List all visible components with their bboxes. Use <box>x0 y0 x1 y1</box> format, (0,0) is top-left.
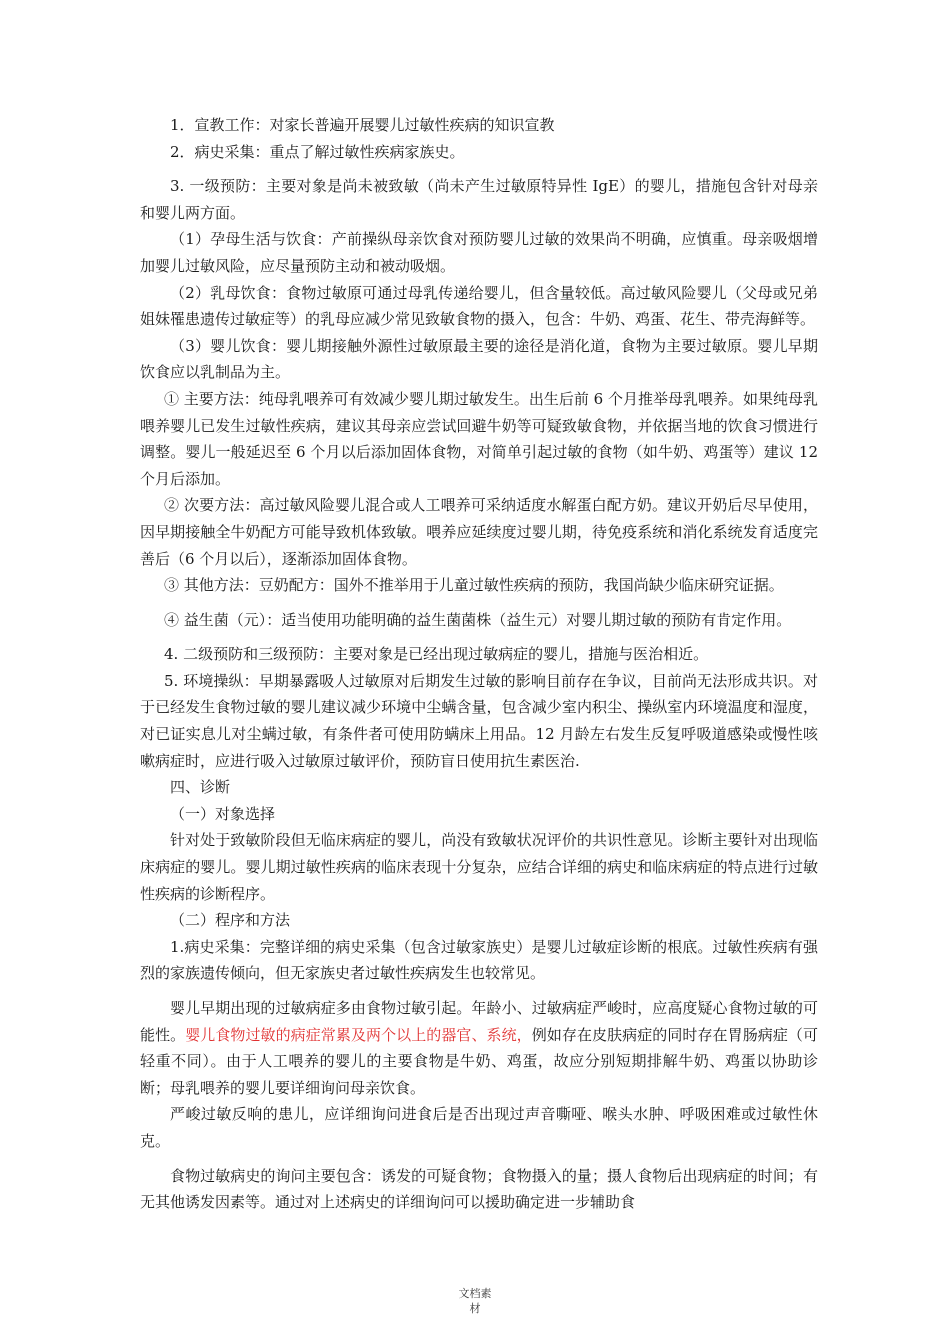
paragraph-main-method: ① 主要方法：纯母乳喂养可有效减少婴儿期过敏发生。出生后前 6 个月推举母乳喂养。如果纯母乳喂养婴儿已发生过敏性疾病，建议其母亲应尝试回避牛奶等可疑致敏食物，并依据当地的饮食习惯进行调整。婴儿一般延迟至 6 个月以后添加固体食物，对简单引起过敏的食物（如牛奶、鸡蛋等）建议 12 个月后添加。 <box>140 389 818 488</box>
paragraph-infant-diet: （3）婴儿饮食：婴儿期接触外源性过敏原最主要的途径是消化道，食物为主要过敏原。婴儿早期饮食应以乳制品为主。 <box>140 336 818 382</box>
paragraph-lactation-diet: （2）乳母饮食：食物过敏原可通过母乳传递给婴儿，但含量较低。高过敏风险婴儿（父母或兄弟姐妹罹患遗传过敏症等）的乳母应减少常见致敏食物的摄入，包含：牛奶、鸡蛋、花生、带壳海鲜等。 <box>140 283 818 329</box>
subheading-target-selection: （一）对象选择 <box>170 804 276 823</box>
paragraph-pregnancy-diet: （1）孕母生活与饮食：产前操纵母亲饮食对预防婴儿过敏的效果尚不明确，应慎重。母亲吸烟增加婴儿过敏风险，应尽量预防主动和被动吸烟。 <box>140 230 818 275</box>
paragraph-early-symptoms <box>140 995 818 1101</box>
paragraph-secondary-prevention: 4. 二级预防和三级预防：主要对象是已经出现过敏病症的婴儿，措施与医治相近。 <box>164 645 709 664</box>
paragraph-history: 2．病史采集：重点了解过敏性疾病家族史。 <box>170 142 465 161</box>
paragraph-probiotics: ④ 益生菌（元）：适当使用功能明确的益生菌菌株（益生元）对婴儿期过敏的预防有肯定作用。 <box>164 610 792 629</box>
paragraph-environment: 5. 环境操纵：早期暴露吸人过敏原对后期发生过敏的影响目前存在争议，目前尚无法形成共识。对于已经发生食物过敏的婴儿建议减少环境中尘螨含量，包含减少室内积尘、操纵室内环境温度和湿度，对已证实息儿对尘螨过敏，有条件者可使用防螨床上用品。12 月龄左右发生反复呼吸道感染或慢性咳嗽病症时，应进行吸入过敏原过敏评价，预防盲日使用抗生素医治. <box>140 671 818 770</box>
paragraph-target-selection: 针对处于致敏阶段但无临床病症的婴儿，尚没有致敏状况评价的共识性意见。诊断主要针对出现临床病症的婴儿。婴儿期过敏性疾病的临床表现十分复杂，应结合详细的病史和临床病症的特点进行过敏性疾病的诊断程序。 <box>140 831 818 903</box>
footer-line-1: 文档素 <box>458 1287 492 1300</box>
paragraph-secondary-method: ② 次要方法：高过敏风险婴儿混合或人工喂养可采纳适度水解蛋白配方奶。建议开奶后尽早使用，因早期接触全牛奶配方可能导致机体致敏。喂养应延续度过婴儿期，待免疫系统和消化系统发育适度完善后（6 个月以后），逐渐添加固体食物。 <box>140 496 818 568</box>
page-footer <box>0 1286 950 1316</box>
footer-line-2: 材 <box>469 1302 481 1315</box>
paragraph-history-collection: 1.病史采集：完整详细的病史采集（包含过敏家族史）是婴儿过敏症诊断的根底。过敏性疾病有强烈的家族遗传倾向，但无家族史者过敏性疾病发生也较常见。 <box>140 937 818 983</box>
early-symptoms-continued: 例如存在皮肤病症的同时存在胃肠病症（可轻重不同）。由于人工喂养的婴儿的主要食物是牛奶、鸡蛋，故应分别短期排解牛奶、鸡蛋以协助诊断；母乳喂养的婴儿要详细询问母亲饮食。 <box>140 1025 818 1097</box>
paragraph-primary-prevention: 3. 一级预防：主要对象是尚未被致敏（尚未产生过敏原特异性 IgE）的婴儿，措施包含针对母亲和婴儿两方面。 <box>140 177 818 222</box>
paragraph-inquiry-content: 食物过敏病史的询问主要包含：诱发的可疑食物；食物摄入的量；摄人食物后出现病症的时间；有无其他诱发因素等。通过对上述病史的详细询问可以援助确定进一步辅助食 <box>140 1166 818 1212</box>
paragraph-education: 1．宣教工作：对家长普遍开展婴儿过敏性疾病的知识宣教 <box>170 116 555 134</box>
early-symptoms-text: 婴儿早期出现的过敏病症多由食物过敏引起。年龄小、过敏病症严峻时，应高度疑心食物过敏的可能性。 <box>140 999 818 1044</box>
subheading-procedure: （二）程序和方法 <box>170 911 291 930</box>
document-body <box>140 112 818 1216</box>
paragraph-other-method: ③ 其他方法：豆奶配方：国外不推举用于儿童过敏性疾病的预防，我国尚缺少临床研究证据。 <box>164 576 784 595</box>
section-heading-diagnosis: 四、诊断 <box>170 778 231 797</box>
paragraph-severe-reaction: 严峻过敏反响的患儿，应详细询问进食后是否出现过声音嘶哑、喉头水肿、呼吸困难或过敏性休克。 <box>140 1105 818 1150</box>
highlighted-text: 婴儿食物过敏的病症常累及两个以上的器官、系统， <box>185 1025 532 1044</box>
